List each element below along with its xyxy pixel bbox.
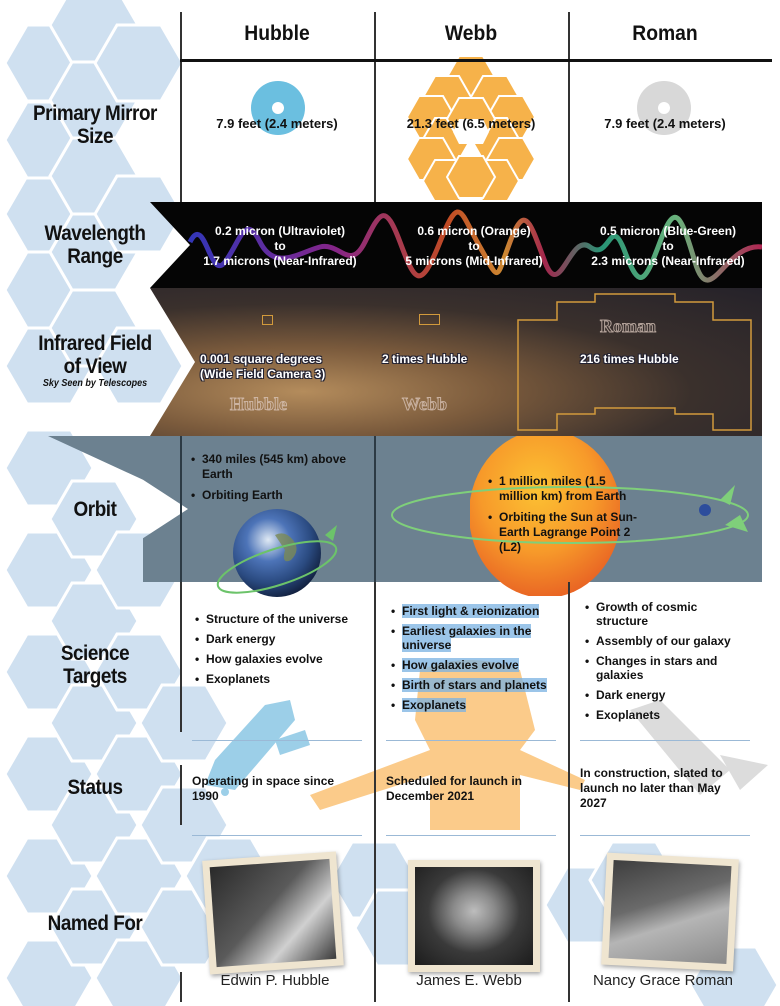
named-for-roman: Nancy Grace Roman: [592, 972, 734, 989]
status-hubble: Operating in space since 1990: [192, 774, 335, 803]
earth-orbit-graphic: [205, 505, 365, 600]
row-label-wavelength: Wavelength Range: [44, 222, 146, 268]
row-sublabel-fov: Sky Seen by Telescopes: [42, 378, 148, 389]
header-underline: [180, 59, 772, 62]
hubble-fov-box: [262, 315, 273, 325]
science-roman-item: • Exoplanets: [596, 708, 744, 722]
fov-overlay-label-hubble: Hubble: [230, 394, 288, 414]
row-label-science-targets: Science Targets: [60, 642, 130, 688]
orbit-hubble-item: • 340 miles (545 km) above Earth: [202, 452, 368, 482]
status-rule-bottom: [386, 835, 556, 836]
mirror-size-webb: 21.3 feet (6.5 meters): [406, 116, 536, 131]
status-rule-top: [580, 740, 750, 741]
column-header-roman: Roman: [632, 22, 698, 45]
row-label-mirror: Primary Mirror Size: [33, 102, 157, 148]
column-divider: [374, 582, 376, 1002]
science-roman: [584, 600, 744, 728]
row-label-status: Status: [67, 776, 123, 799]
science-hubble-item: • Structure of the universe: [206, 612, 370, 626]
science-webb-item: • First light & reionization: [402, 604, 570, 618]
column-divider: [374, 436, 376, 582]
portrait-image: [210, 859, 337, 967]
column-header-hubble: Hubble: [244, 22, 310, 45]
fov-overlay-label-roman: Roman: [600, 316, 657, 336]
science-hubble-item: • Exoplanets: [206, 672, 370, 686]
science-roman-item: • Changes in stars and galaxies: [596, 654, 744, 682]
orbit-webb-item: • 1 million miles (1.5 million km) from Earth: [499, 474, 637, 504]
wavelength-roman: 0.5 micron (Blue-Green) to 2.3 microns (Near-Infrared): [591, 224, 745, 268]
science-webb: [390, 604, 570, 718]
status-rule-bottom: [192, 835, 362, 836]
photo-edwin-hubble: [202, 851, 344, 974]
fov-overlay-label-webb: Webb: [402, 394, 448, 414]
column-divider: [568, 12, 570, 202]
photo-james-webb: [408, 860, 540, 972]
science-hubble: [194, 612, 370, 692]
orbit-webb-item: • Orbiting the Sun at Sun-Earth Lagrange Point 2 (L2): [499, 510, 637, 555]
science-webb-item: • Earliest galaxies in the universe: [402, 624, 570, 652]
science-roman-item: • Dark energy: [596, 688, 744, 702]
webb-fov-box: [419, 314, 440, 325]
row-label-orbit: Orbit: [73, 498, 117, 521]
fov-roman: 216 times Hubble: [580, 352, 679, 366]
status-rule-top: [192, 740, 362, 741]
fov-webb: 2 times Hubble: [382, 352, 468, 366]
science-roman-item: • Growth of cosmic structure: [596, 600, 744, 628]
column-divider: [374, 12, 376, 202]
wavelength-webb: 0.6 micron (Orange) to 5 microns (Mid-Infrared): [405, 224, 543, 268]
named-for-hubble: Edwin P. Hubble: [220, 972, 330, 989]
status-rule-bottom: [580, 835, 750, 836]
fov-hubble: 0.001 square degrees (Wide Field Camera 3): [200, 352, 326, 381]
science-hubble-item: • Dark energy: [206, 632, 370, 646]
orbit-hubble-item: • Orbiting Earth: [202, 488, 368, 503]
wavelength-hubble: 0.2 micron (Ultraviolet) to 1.7 microns (Near-Infrared): [203, 224, 357, 268]
status-roman: In construction, slated to launch no later than May 2027: [580, 766, 723, 810]
mirror-size-roman: 7.9 feet (2.4 meters): [604, 116, 726, 131]
orbit-webb: [487, 474, 637, 561]
orbit-hubble: [190, 452, 368, 509]
named-for-webb: James E. Webb: [416, 972, 522, 989]
portrait-image: [415, 867, 533, 965]
mirror-size-hubble: 7.9 feet (2.4 meters): [216, 116, 338, 131]
portrait-image: [609, 860, 732, 964]
row-label-named-for: Named For: [47, 912, 143, 935]
science-webb-item: • Birth of stars and planets: [402, 678, 570, 692]
row-label-infrared-fov: Infrared Field of View Sky Seen by Telescopes: [10, 332, 181, 390]
photo-nancy-roman: [601, 853, 739, 972]
science-roman-item: • Assembly of our galaxy: [596, 634, 744, 648]
status-webb: Scheduled for launch in December 2021: [386, 774, 523, 803]
column-header-webb: Webb: [444, 22, 498, 45]
science-webb-item: • Exoplanets: [402, 698, 570, 712]
status-rule-top: [386, 740, 556, 741]
science-hubble-item: • How galaxies evolve: [206, 652, 370, 666]
science-webb-item: • How galaxies evolve: [402, 658, 570, 672]
